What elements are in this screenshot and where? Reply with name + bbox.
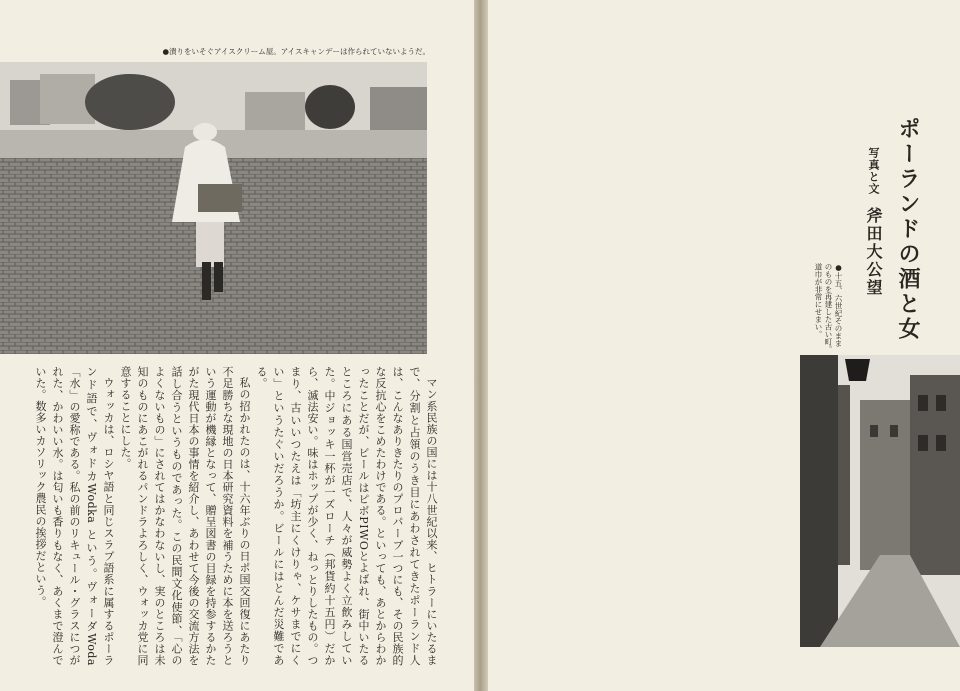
old-town-street-photo — [800, 355, 960, 647]
street-photo-caption: ●十五、六世紀そのままのものを再建した古い町。道巾が非常にせまい。 — [814, 263, 843, 353]
book-gutter — [474, 0, 488, 691]
article-byline — [862, 147, 885, 347]
market-photo-caption: ●潰りをいそぐアイスクリーム屋。アイスキャンデーは作られていないようだ。 — [162, 47, 430, 56]
body-paragraph: 私の招かれたのは、十六年ぶりの日ポ国交回復にあたり不足勝ちな現地の日本研究資料を補うために本を送ろうという運動が機縁となって、贈呈図書の目録を持参するかたがた現代日本の事情を紹介し、あわせて今後の交流方法を話し合うというものであった。この民間文化使節、「心のよくないもの」にされてはかなわないし、実のところは未知のものにあこがれるパンドラよろしく、ウォッカ党に同意することにした。 — [119, 366, 251, 666]
article-title: ポーランドの酒と女 — [895, 117, 920, 342]
byline-author: 斧田大公望 — [864, 206, 883, 297]
body-paragraph: ウォッカは、ロシヤ語と同じスラブ語系に属するポーランド語で、ヴォドカWodka という。ヴォーダWoda「水」の愛称である。私の前のリキュール・グラスにつがれた、かわいい水。は匂いも香りもなく、あくまで澄んでいた。数多いカソリック農民の挨拶だという。 — [34, 366, 115, 666]
left-page-body-text — [20, 366, 440, 666]
ice-cream-vendor-photo — [0, 62, 427, 354]
left-page — [0, 0, 474, 691]
byline-label: 写真と文 — [867, 147, 880, 195]
body-paragraph: マン系民族の国には十八世紀以来、ヒトラーにいたるまで、分割と占領のうき目にあわされてきたポーランド人は、こんなありきたりのプロパーブ一つにも、その民族的な反抗心をこめたわけである。といっても、あとからわかったことだが、ビールはピボPIWOとよばれ、街中いたるところにある国営売店で、人々が威勢よく立飲みしていた。中ジョッキ一杯が一ズローチ（邦貨約十五円）だから、滅法安い。味はホップが少く、ねっとりしたもの。つまり、古いいつたえは「坊主にくけりゃ、ケサまでにくい」というたぐいだろうか。ビールにはとんだ災難である。 — [255, 366, 438, 666]
